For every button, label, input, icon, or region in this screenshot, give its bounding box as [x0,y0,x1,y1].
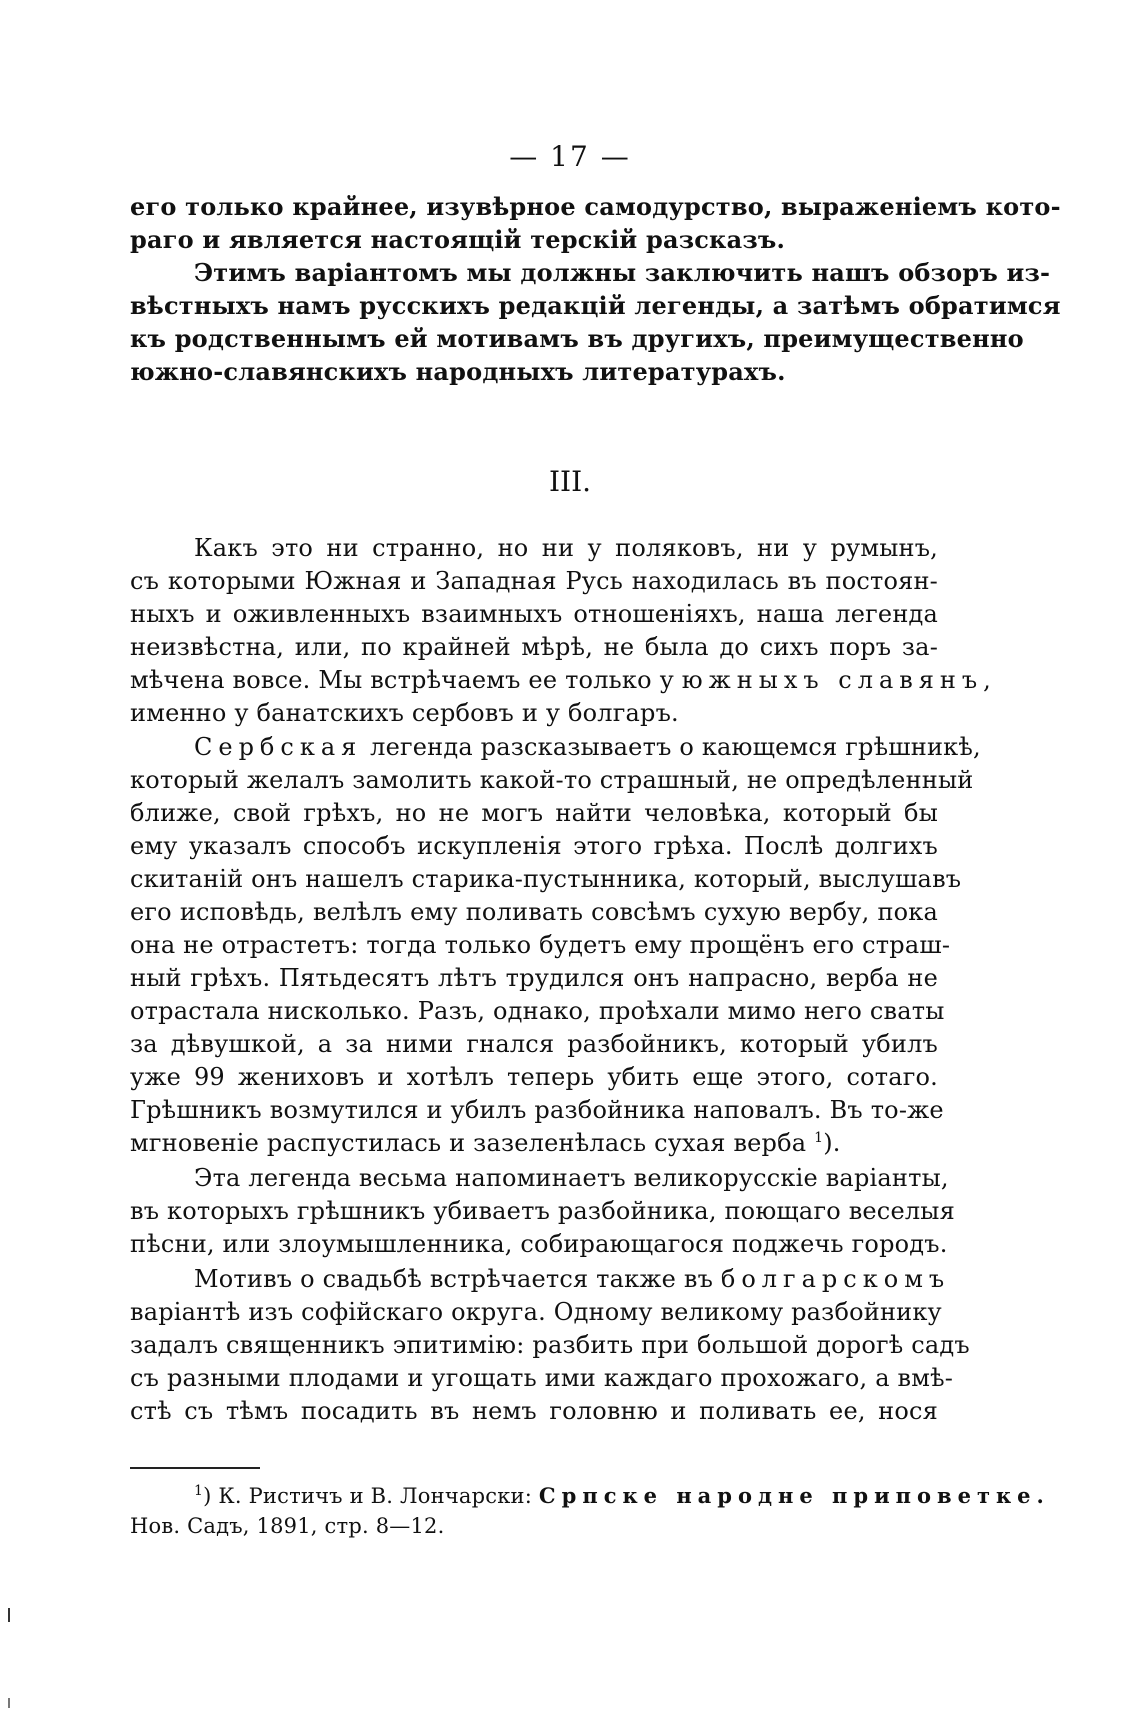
footnote-marker: 1 [194,1483,204,1499]
spaced-text: Сербская [194,733,363,761]
second-paragraph [130,256,1061,388]
text-segment: мѣчена вовсе. Мы встрѣчаемъ ее только у [130,666,674,694]
footnote-divider [130,1467,260,1469]
text-line: ему указалъ способъ искупленія этого грѣха. Послѣ долгихъ [130,832,938,860]
scan-mark [8,1698,10,1708]
section-heading: III. [548,465,592,498]
text-line [130,1127,938,1160]
text-line: ный грѣхъ. Пятьдесятъ лѣтъ трудился онъ напрасно, верба не [130,964,938,992]
text-line [130,664,997,697]
paragraph-2 [130,731,981,1160]
footnote-line: Нов. Садъ, 1891, стр. 8—12. [130,1514,445,1538]
text-line: его исповѣдь, велѣлъ ему поливать совсѣмъ сухую вербу, пока [130,898,938,926]
text-segment: ) К. Ристичъ и В. Лончарски: [203,1484,533,1508]
text-line: варіантѣ изъ софійскаго округа. Одному великому разбойнику [130,1298,942,1326]
text-line: съ разными плодами и угощать ими каждаго прохожаго, а вмѣ- [130,1364,954,1392]
spaced-text: южныхъ славянъ, [681,666,997,694]
footnote-reference: 1 [814,1130,824,1146]
text-segment: мгновеніе распустилась и зазеленѣлась сухая верба [130,1129,807,1157]
text-line: съ которыми Южная и Западная Русь находилась въ постоян- [130,567,938,595]
spaced-text: болгарскомъ [720,1265,951,1293]
footnote [130,1480,1050,1542]
text-line: пѣсни, или злоумышленника, собирающагося поджечь городъ. [130,1230,948,1258]
text-line: Грѣшникъ возмутился и убилъ разбойника наповалъ. Въ то-же [130,1096,944,1124]
text-line: неизвѣстна, или, по крайней мѣрѣ, не была до сихъ поръ за- [130,633,938,661]
paragraph-1 [130,532,997,730]
text-segment: ). [823,1129,841,1157]
text-line: къ родственнымъ ей мотивамъ въ другихъ, преимущественно [130,324,1024,353]
text-line: именно у банатскихъ сербовъ и у болгаръ. [130,699,679,727]
text-line: южно-славянскихъ народныхъ литературахъ. [130,357,786,386]
text-line: уже 99 жениховъ и хотѣлъ теперь убить еще этого, сотаго. [130,1063,938,1091]
text-line: который желалъ замолить какой-то страшный, не опредѣленный [130,766,974,794]
text-line: Этимъ варіантомъ мы должны заключить нашъ обзоръ из- [194,258,1051,287]
spaced-text: Српске народне приповетке. [538,1483,1050,1508]
text-line: Какъ это ни странно, но ни у поляковъ, ни у румынъ, [194,534,938,562]
text-line: стѣ съ тѣмъ посадить въ немъ головню и поливать ее, нося [130,1397,938,1425]
text-line: она не отрастетъ: тогда только будетъ ему прощёнъ его страш- [130,931,951,959]
page-number: — 17 — [509,140,631,173]
text-line: за дѣвушкой, а за ними гнался разбойникъ, который убилъ [130,1030,938,1058]
text-line: вѣстныхъ намъ русскихъ редакцій легенды, а затѣмъ обратимся [130,291,1061,320]
text-line: раго и является настоящій терскій разсказъ. [130,225,786,254]
text-segment: Мотивъ о свадьбѣ встрѣчается также въ [194,1265,714,1293]
footnote-line [130,1480,1050,1511]
text-line [130,1263,951,1296]
text-line: Эта легенда весьма напоминаетъ великорусскіе варіанты, [194,1164,949,1192]
text-line: его только крайнее, изувѣрное самодурство, выраженіемъ кото- [130,192,1061,221]
text-line: въ которыхъ грѣшникъ убиваетъ разбойника, поющаго веселыя [130,1197,955,1225]
text-line: задалъ священникъ эпитимію: разбить при большой дорогѣ садъ [130,1331,970,1359]
paragraph-4 [130,1263,970,1428]
text-line [130,731,981,764]
scan-mark [8,1608,10,1622]
paragraph-3 [130,1162,955,1261]
text-line: ныхъ и оживленныхъ взаимныхъ отношеніяхъ, наша легенда [130,600,938,628]
text-line: ближе, свой грѣхъ, но не могъ найти человѣка, который бы [130,799,938,827]
text-segment: легенда разсказываетъ о кающемся грѣшникѣ, [370,733,981,761]
text-line: скитаній онъ нашелъ старика-пустынника, который, выслушавъ [130,865,962,893]
text-line: отрастала нисколько. Разъ, однако, проѣхали мимо него сваты [130,997,945,1025]
top-paragraph [130,190,1061,256]
